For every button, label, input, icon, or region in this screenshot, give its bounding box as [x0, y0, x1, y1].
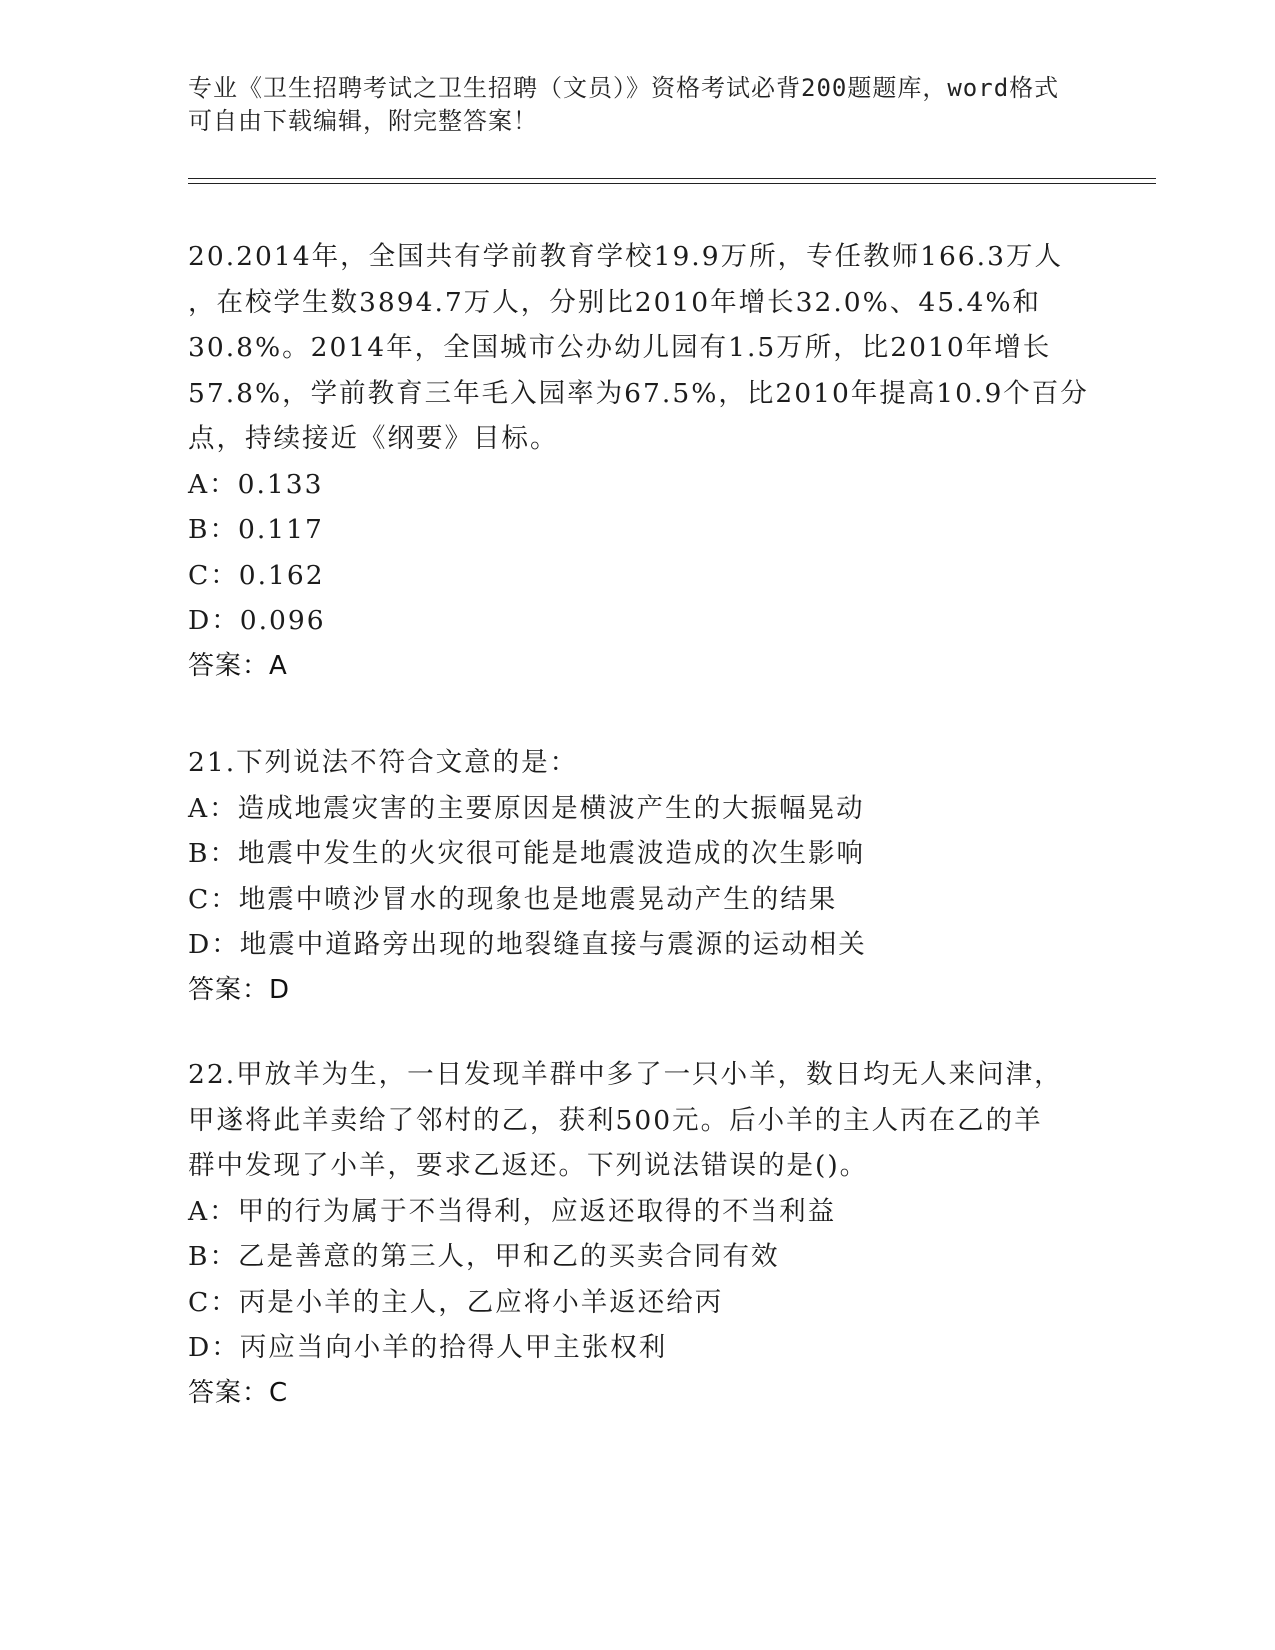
option-d: D：地震中道路旁出现的地裂缝直接与震源的运动相关: [188, 929, 867, 960]
option-c: C：丙是小羊的主人，乙应将小羊返还给丙: [188, 1286, 724, 1318]
question-22: [188, 1052, 1068, 1416]
option-a: A：造成地震灾害的主要原因是横波产生的大振幅晃动: [188, 792, 865, 824]
answer-line: 答案：A: [188, 650, 288, 681]
option-b: B：地震中发生的火灾很可能是地震波造成的次生影响: [188, 838, 865, 869]
option-b: B：乙是善意的第三人，甲和乙的买卖合同有效: [188, 1241, 780, 1272]
header-line-1: 专业《卫生招聘考试之卫生招聘（文员）》资格考试必背200题题库，word格式: [188, 74, 1060, 102]
header-divider-bottom: [188, 183, 1156, 184]
stem-line: 30.8%。2014年，全国城市公办幼儿园有1.5万所，比2010年增长: [188, 332, 1052, 363]
option-a: A：0.133: [188, 468, 324, 500]
question-stem: [188, 740, 1068, 786]
question-stem: [188, 1052, 1068, 1189]
option-a: A：甲的行为属于不当得利，应返还取得的不当利益: [188, 1195, 837, 1227]
option-c: C：地震中喷沙冒水的现象也是地震晃动产生的结果: [188, 883, 838, 915]
stem-line: 21.下列说法不符合文意的是：: [188, 747, 579, 778]
stem-line: 20.2014年，全国共有学前教育学校19.9万所，专任教师166.3万人: [188, 241, 1063, 272]
option-b: B：0.117: [188, 514, 324, 545]
answer-line: 答案：D: [188, 974, 291, 1005]
header-line-2: 可自由下载编辑，附完整答案！: [188, 107, 538, 135]
stem-line: 57.8%，学前教育三年毛入园率为67.5%，比2010年提高10.9个百分: [188, 377, 1089, 409]
answer-line: 答案：C: [188, 1377, 289, 1408]
question-stem: [188, 234, 1089, 462]
stem-line: 22.甲放羊为生，一日发现羊群中多了一只小羊，数日均无人来问津，: [188, 1059, 1063, 1090]
stem-line: ，在校学生数3894.7万人，分别比2010年增长32.0%、45.4%和: [188, 286, 1042, 318]
stem-line: 群中发现了小羊，要求乙返还。下列说法错误的是()。: [188, 1150, 869, 1181]
stem-line: 点，持续接近《纲要》目标。: [188, 423, 559, 454]
option-d: D：丙应当向小羊的拾得人甲主张权利: [188, 1332, 668, 1363]
stem-line: 甲遂将此羊卖给了邻村的乙，获利500元。后小羊的主人丙在乙的羊: [188, 1104, 1043, 1136]
header-divider-top: [188, 178, 1156, 179]
option-c: C：0.162: [188, 559, 325, 591]
question-20: [188, 234, 1089, 689]
option-d: D：0.096: [188, 605, 326, 636]
document-header: [188, 72, 1068, 138]
question-21: [188, 740, 1068, 1013]
